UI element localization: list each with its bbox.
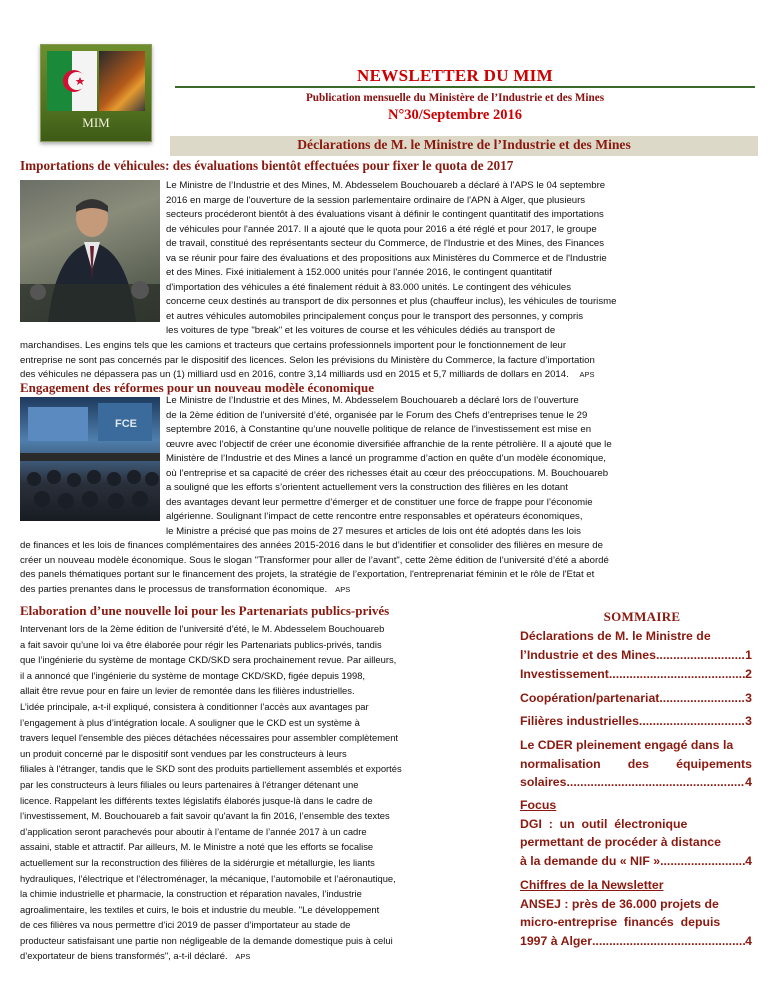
entry-label: Coopération/partenariat <box>520 691 660 705</box>
source-label: APS <box>579 370 595 379</box>
page-number: 1 <box>745 647 752 662</box>
sommaire-entry-cooperation[interactable] <box>520 689 752 708</box>
text-line: producteur satisfaisant une partie non négligeable de la demande domestique puis à celui <box>20 934 393 946</box>
focus-heading: Focus <box>520 798 557 812</box>
text-line: Le Ministre de l’Industrie et des Mines, M. Abdesselem Bouchouareb a déclaré lors de l’ouverture <box>166 395 579 406</box>
entry-label: l’Industrie et des Mines <box>520 647 656 662</box>
article-2-full-text <box>20 539 754 597</box>
text-line: Ministère de l’Industrie et des Mines a lancé un programme d’action en quête d’un modèle économique, <box>166 453 606 464</box>
text-line: œuvre avec l’objectif de créer une économie diversifiée affranchie de la rente pétrolière. Il a ajouté que le <box>166 438 612 450</box>
text-line: et des Mines. Fixé initialement à 152.000 unités pour l'année 2016, le contingent quantitatif <box>166 267 552 278</box>
text-line: d'importation des véhicules a été finalement réduit à 83.000 unités. Le contingent des véhicules <box>166 281 572 293</box>
text-line: un produit concerné par le dispositif sont vendues par les constructeurs à leurs <box>20 747 347 759</box>
conference-photo <box>20 397 160 521</box>
sommaire-focus[interactable] <box>520 796 752 870</box>
sommaire-chiffres[interactable] <box>520 876 752 950</box>
article-1-wrapped-text <box>166 179 754 339</box>
text-line: allait être revue pour en faire un levier de remontée dans les filières industrielles. <box>20 685 355 697</box>
entry-label: Le CDER pleinement engagé dans la <box>520 738 734 752</box>
page-number: 4 <box>745 853 752 868</box>
page-number: 3 <box>745 714 752 728</box>
article-title-reforms: Engagement des réformes pour un nouveau modèle économique <box>20 380 375 395</box>
source-label: APS <box>235 952 251 962</box>
text-line: où l’entreprise et sa capacité de créer des richesses était au cœur des préoccupations. M. Bouchouareb <box>166 467 609 479</box>
page-number: 2 <box>745 667 752 681</box>
chiffres-heading: Chiffres de la Newsletter <box>520 878 664 892</box>
entry-label: DGI : un outil électronique <box>520 816 688 831</box>
text-line: Intervenant lors de la 2ème édition de l’université d’été, le M. Abdesselem Bouchouareb <box>20 623 385 634</box>
text-line: l’investissement, M. Bouchouareb a fait savoir qu'avant la fin 2016, l’ensemble des textes <box>20 810 390 822</box>
article-1-full-text <box>20 339 754 383</box>
text-line: assaini, stable et attractif. Par ailleurs, M. le Ministre a noté que les efforts se focalise <box>20 841 374 853</box>
source-label: APS <box>335 584 351 594</box>
ministry-logo <box>40 44 152 142</box>
entry-label: normalisation des équipements <box>520 756 752 771</box>
text-line: d’application seront parachevés pour aboutir à l’entame de l’année 2017 à un cadre <box>20 825 367 837</box>
text-line: hydrauliques, l’électrique et l’électroménager, la mécanique, l’automobile et l’aéronautique, <box>20 872 396 884</box>
text-line: par les constructeurs à leurs filiales ou leurs partenaires à l'étranger détenant une <box>20 778 359 790</box>
text-line: L’idée principale, a-t-il expliqué, consistera à conditionner l’accès aux avantages par <box>20 700 369 712</box>
text-line: la chimie industrielle et pharmacie, la construction et réparation navales, l’industrie <box>20 888 362 900</box>
text-line: Le Ministre de l’Industrie et des Mines, M. Abdesselem Bouchouareb a déclaré à l'APS le 04 septembre <box>166 180 606 191</box>
minister-photo <box>20 180 160 322</box>
entry-label: Investissement <box>520 667 609 681</box>
text-line: des avantages devant leur permettre d’émerger et de constituer une force de frappe pour l’économie <box>166 496 593 508</box>
newsletter-title: NEWSLETTER DU MIM <box>357 66 553 85</box>
text-line: agroalimentaire, les textiles et cuirs, le bois et industrie du meuble. "Le développement <box>20 903 380 915</box>
text-line: le Ministre a précisé que pas moins de 27 mesures et articles de lois ont été adoptés dans les lois <box>166 525 581 537</box>
text-line: concerne ceux destinés au transport de dix personnes et plus (chauffeur inclus), les véhicules de tourisme <box>166 296 617 307</box>
article-title-vehicle-imports: Importations de véhicules: des évaluations bientôt effectuées pour fixer le quota de 2017 <box>20 158 514 173</box>
text-line: il a annoncé que l’ingénierie du système de montage CKD/SKD, figée depuis 1998, <box>20 669 366 681</box>
text-line: de ces filières va nous permettre d’ici 2019 de passer d’importateur au stade de <box>20 919 351 931</box>
algeria-flag-icon <box>47 51 97 111</box>
text-line: des véhicules ne dépassera pas un (1) milliard usd en 2016, contre 3,14 milliards usd en 2015 et 5,7 milliards de dollars en 2014. APS <box>20 369 595 380</box>
text-line: les voitures de type "break" et les voitures de course et les véhicules dédiés au transport de <box>166 325 556 336</box>
entry-label: permettant de procéder à distance <box>520 835 721 849</box>
text-line: et autres véhicules automobiles principalement conçus pour le transport des personnes, y compris <box>166 310 584 322</box>
text-line: a fait savoir qu’une loi va être élaborée pour régir les Partenariats publics-privés, tandis <box>20 638 382 650</box>
page-number: 4 <box>745 933 752 948</box>
text-line: l’engagement à plus d’intégration locale. A souligner que le CKD est un système à <box>20 716 360 728</box>
article-2-wrapped-text <box>166 394 754 539</box>
text-line: des parties prenantes dans le processus de transformation économique. APS <box>20 583 351 595</box>
text-line: a souligné que les efforts s’orientent actuellement vers la construction des filières en les dotant <box>166 482 568 493</box>
text-line: de la 2ème édition de l’université d’été, organisée par le Forum des Chefs d’entreprises tenue le 29 <box>166 409 588 421</box>
entry-label: ANSEJ : près de 36.000 projets de <box>520 896 719 911</box>
sommaire-entry-declarations[interactable] <box>520 627 752 664</box>
text-line: algérienne. Soulignant l’impact de cette rencontre entre responsables et opérateurs économiques, <box>166 511 583 522</box>
text-line: va se réunir pour faire des évaluations et des propositions aux Ministères du Commerce et de l'Industrie <box>166 252 607 264</box>
text-line: filiales à l'étranger, tandis que le SKD sont des produits partiellement assemblés et exportés <box>20 763 402 775</box>
text-line: des panels thématiques portant sur le financement des projets, la stratégie de l’exportation, l'entreprenariat féminin et le rôle de l'Etat et <box>20 569 595 580</box>
text-line: actuellement sur la reconstruction des filières de la sidérurgie et métallurgie, les liants <box>20 856 375 868</box>
svg-text:FCE: FCE <box>115 418 137 430</box>
text-line: que l’ingénierie du système de montage CKD/SKD sera prochainement revue. Par ailleurs, <box>20 654 397 666</box>
text-line: d’exportateur de biens transformés", a-t-il déclaré. APS <box>20 950 251 962</box>
entry-label: Filières industrielles <box>520 714 639 728</box>
article-3-text <box>20 621 501 965</box>
sommaire-entry-investissement[interactable] <box>520 665 752 684</box>
entry-label: 1997 à Alger <box>520 933 593 948</box>
sommaire-entry-filieres[interactable] <box>520 712 752 731</box>
text-line: entreprise ne sont pas concernés par le dispositif des licences. Selon les prévisions du Ministère du Commerce, la facture d’importation <box>20 354 595 366</box>
logo-label: MIM <box>82 115 110 130</box>
section-title: Déclarations de M. le Ministre de l’Industrie et des Mines <box>297 137 631 152</box>
header-rule <box>175 86 755 88</box>
text-line: créer un nouveau modèle économique. Sous le slogan "Transformer pour aller de l’avant", cette 2ème édition de l’université d’été a abordé <box>20 554 609 566</box>
steel-plant-photo <box>99 51 145 111</box>
text-line: 2016 en marge de l'ouverture de la session parlementaire ordinaire de l'APN à Alger, que plusieurs <box>166 194 586 206</box>
text-line: licence. Rappelant les différents textes législatifs élaborés jusque-là dans le cadre de <box>20 794 373 806</box>
text-line: secteurs procéderont bientôt à des évaluations visant à définir le contingent quantitatif des importations <box>166 209 604 220</box>
entry-label: micro-entreprise financés depuis <box>520 915 721 929</box>
text-line: de véhicules pour l'année 2017. Il a ajouté que le quota pour 2016 a été réglé et pour 2017, le groupe <box>166 223 597 235</box>
entry-label: Déclarations de M. le Ministre de <box>520 629 711 643</box>
text-line: marchandises. Les engins tels que les camions et tracteurs que certains professionnels importent pour le fonctionnement de leur <box>20 340 567 351</box>
sommaire-title: SOMMAIRE <box>603 609 681 624</box>
sommaire-entry-cder[interactable] <box>520 736 752 792</box>
newsletter-subtitle: Publication mensuelle du Ministère de l’Industrie et des Mines <box>305 92 605 104</box>
entry-label: à la demande du « NIF » <box>520 853 661 868</box>
article-title-ppp-law: Elaboration d’une nouvelle loi pour les Partenariats publics-privés <box>20 603 390 618</box>
text-line: de finances et les lois de finances complémentaires des années 2015-2016 dans le but d’identifier et consolider des filières en mesure de <box>20 540 603 551</box>
issue-number: N°30/Septembre 2016 <box>387 107 522 123</box>
text-line: septembre 2016, à Constantine qu’une nouvelle politique de relance de l’investissement est mise en <box>166 424 592 435</box>
entry-label: solaires <box>520 775 567 789</box>
text-line: de travail, constitué des représentants secteur du Commerce, de l'Industrie et des Mines, des Finances <box>166 238 605 249</box>
text-line: travers lequel l'ensemble des pièces détachées nécessaires pour assembler complètement <box>20 732 399 744</box>
page-number: 3 <box>745 691 752 705</box>
page-number: 4 <box>745 775 752 789</box>
